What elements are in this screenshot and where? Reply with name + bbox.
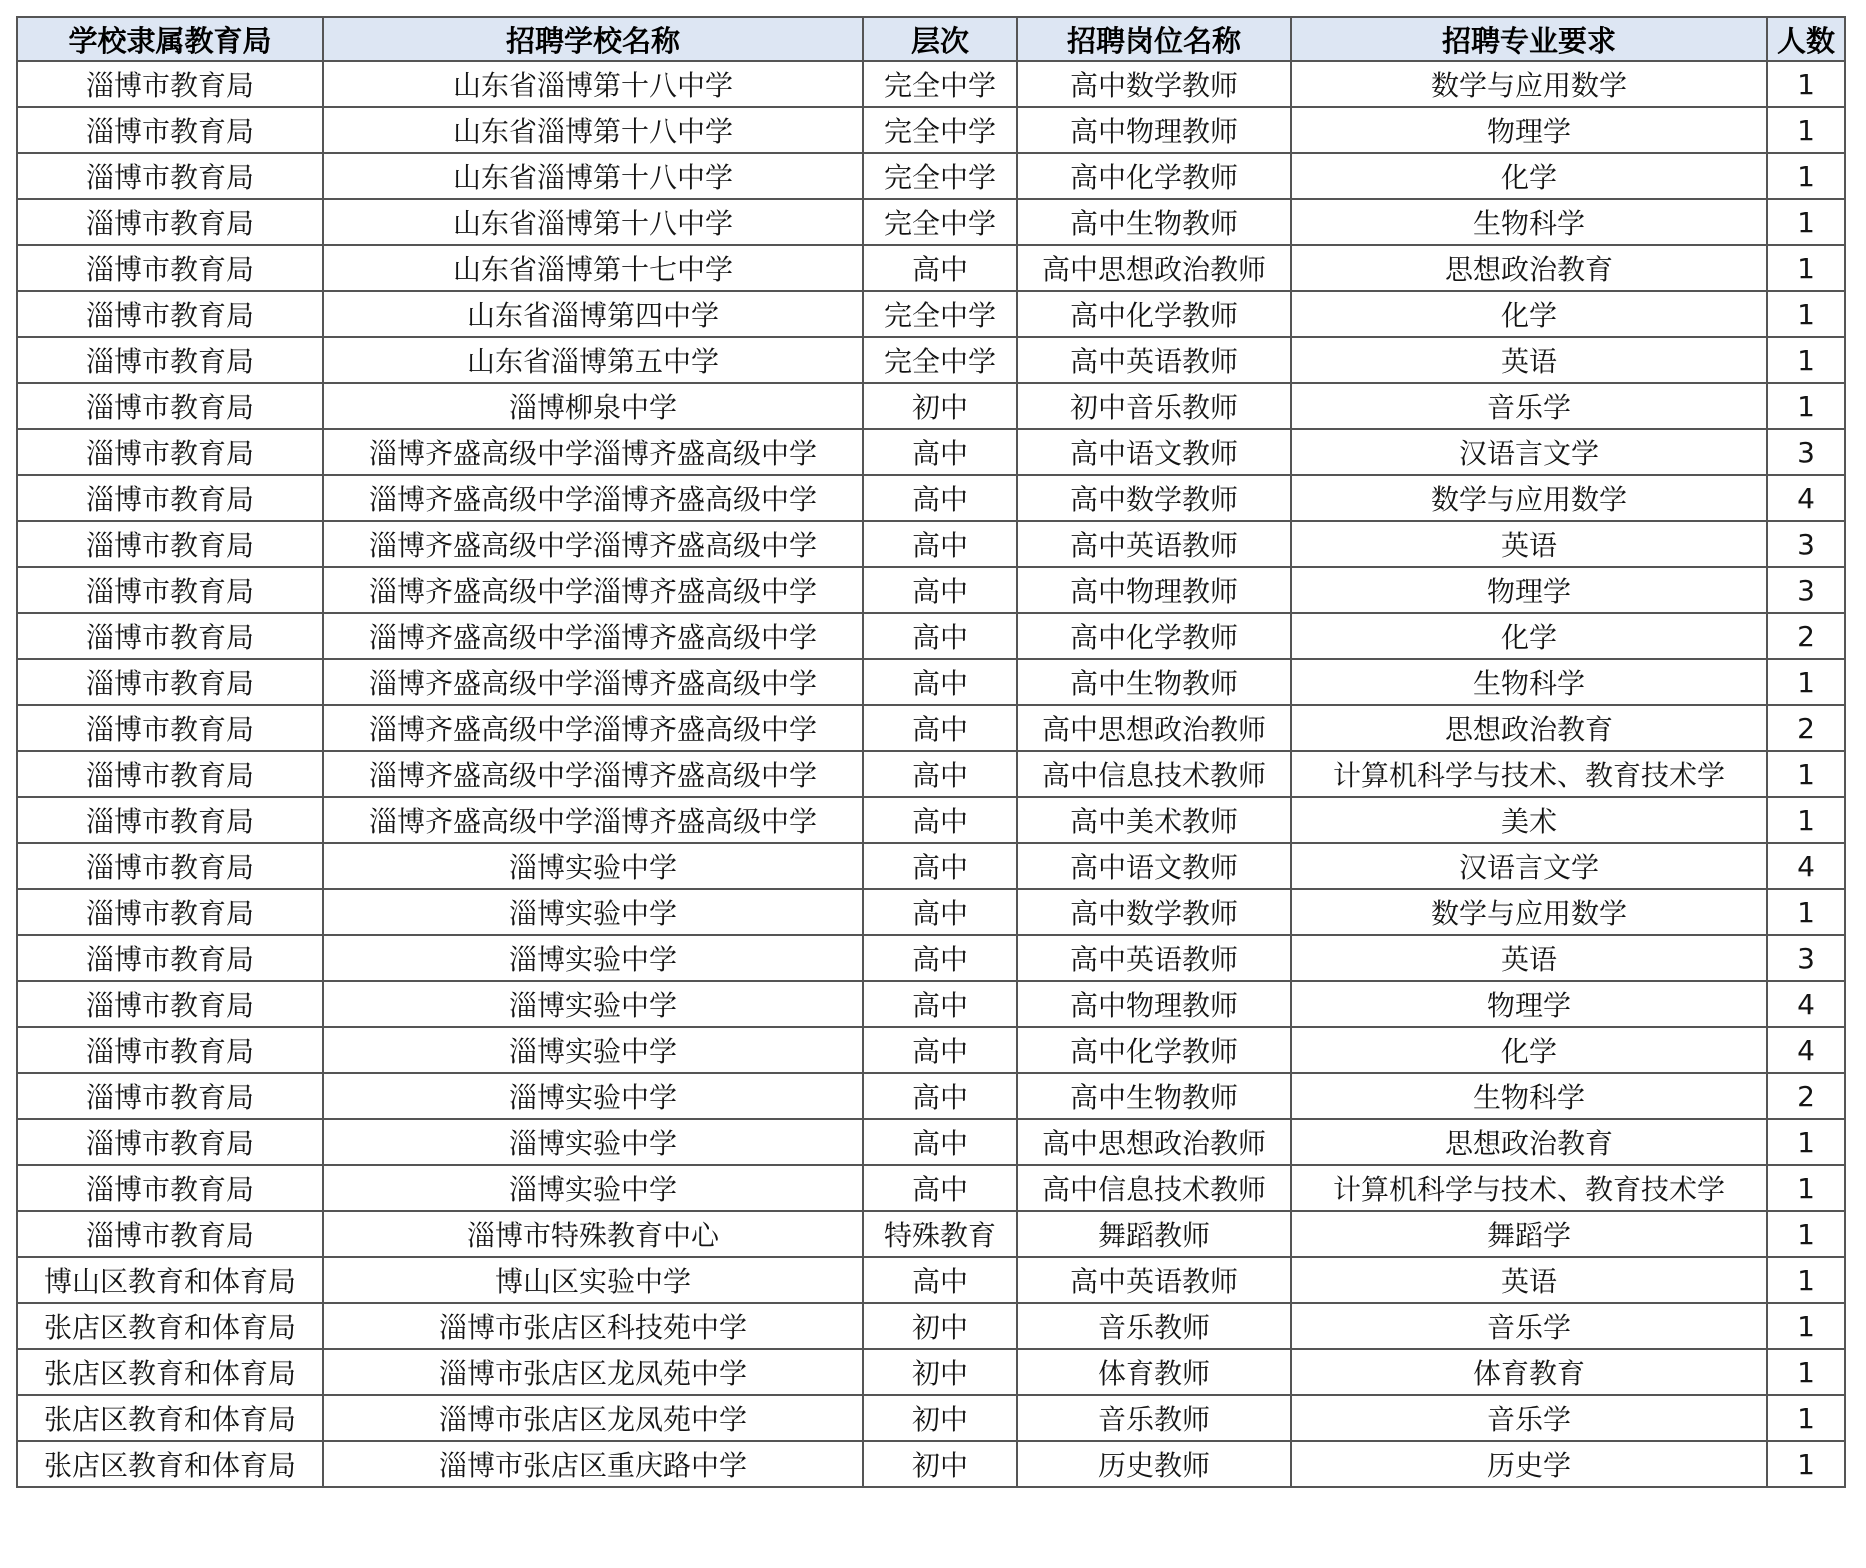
cell-level: 高中 — [863, 1165, 1017, 1211]
cell-count: 4 — [1767, 1027, 1845, 1073]
cell-major: 生物科学 — [1291, 659, 1767, 705]
cell-school: 淄博齐盛高级中学淄博齐盛高级中学 — [323, 429, 863, 475]
cell-school: 山东省淄博第四中学 — [323, 291, 863, 337]
table-row — [17, 199, 1845, 245]
cell-major: 生物科学 — [1291, 199, 1767, 245]
cell-level: 高中 — [863, 889, 1017, 935]
header-bureau: 学校隶属教育局 — [17, 17, 323, 61]
cell-post: 高中化学教师 — [1017, 613, 1291, 659]
cell-bureau: 张店区教育和体育局 — [17, 1395, 323, 1441]
table-row — [17, 843, 1845, 889]
table-row — [17, 245, 1845, 291]
cell-bureau: 淄博市教育局 — [17, 199, 323, 245]
cell-bureau: 淄博市教育局 — [17, 889, 323, 935]
cell-level: 高中 — [863, 797, 1017, 843]
table-row — [17, 291, 1845, 337]
cell-school: 淄博齐盛高级中学淄博齐盛高级中学 — [323, 475, 863, 521]
cell-major: 计算机科学与技术、教育技术学 — [1291, 751, 1767, 797]
cell-school: 淄博齐盛高级中学淄博齐盛高级中学 — [323, 613, 863, 659]
cell-major: 数学与应用数学 — [1291, 61, 1767, 107]
cell-level: 高中 — [863, 1119, 1017, 1165]
cell-bureau: 淄博市教育局 — [17, 567, 323, 613]
table-header — [17, 17, 1845, 61]
cell-count: 1 — [1767, 1119, 1845, 1165]
cell-bureau: 淄博市教育局 — [17, 1165, 323, 1211]
cell-major: 音乐学 — [1291, 383, 1767, 429]
cell-level: 初中 — [863, 383, 1017, 429]
cell-post: 高中语文教师 — [1017, 429, 1291, 475]
header-post: 招聘岗位名称 — [1017, 17, 1291, 61]
cell-school: 淄博实验中学 — [323, 1119, 863, 1165]
cell-count: 3 — [1767, 935, 1845, 981]
cell-school: 淄博齐盛高级中学淄博齐盛高级中学 — [323, 751, 863, 797]
cell-major: 汉语言文学 — [1291, 843, 1767, 889]
cell-count: 1 — [1767, 659, 1845, 705]
cell-major: 数学与应用数学 — [1291, 475, 1767, 521]
cell-school: 山东省淄博第十八中学 — [323, 153, 863, 199]
cell-level: 高中 — [863, 659, 1017, 705]
cell-bureau: 张店区教育和体育局 — [17, 1303, 323, 1349]
cell-count: 1 — [1767, 337, 1845, 383]
cell-bureau: 淄博市教育局 — [17, 153, 323, 199]
cell-major: 生物科学 — [1291, 1073, 1767, 1119]
cell-post: 高中信息技术教师 — [1017, 1165, 1291, 1211]
cell-count: 1 — [1767, 889, 1845, 935]
cell-bureau: 博山区教育和体育局 — [17, 1257, 323, 1303]
table-row — [17, 1395, 1845, 1441]
cell-major: 思想政治教育 — [1291, 245, 1767, 291]
cell-school: 淄博市张店区龙凤苑中学 — [323, 1395, 863, 1441]
table-row — [17, 613, 1845, 659]
cell-post: 高中思想政治教师 — [1017, 705, 1291, 751]
cell-bureau: 张店区教育和体育局 — [17, 1349, 323, 1395]
cell-major: 体育教育 — [1291, 1349, 1767, 1395]
cell-count: 1 — [1767, 1349, 1845, 1395]
cell-major: 思想政治教育 — [1291, 705, 1767, 751]
cell-bureau: 淄博市教育局 — [17, 1119, 323, 1165]
cell-post: 高中生物教师 — [1017, 1073, 1291, 1119]
cell-school: 淄博实验中学 — [323, 843, 863, 889]
cell-bureau: 淄博市教育局 — [17, 475, 323, 521]
cell-school: 淄博市张店区龙凤苑中学 — [323, 1349, 863, 1395]
cell-post: 高中数学教师 — [1017, 475, 1291, 521]
cell-bureau: 淄博市教育局 — [17, 61, 323, 107]
table-row — [17, 1027, 1845, 1073]
cell-school: 淄博齐盛高级中学淄博齐盛高级中学 — [323, 521, 863, 567]
cell-school: 淄博实验中学 — [323, 981, 863, 1027]
table-row — [17, 1441, 1845, 1487]
cell-bureau: 淄博市教育局 — [17, 705, 323, 751]
cell-bureau: 淄博市教育局 — [17, 981, 323, 1027]
cell-count: 2 — [1767, 705, 1845, 751]
cell-level: 高中 — [863, 245, 1017, 291]
cell-level: 高中 — [863, 981, 1017, 1027]
cell-school: 淄博市张店区重庆路中学 — [323, 1441, 863, 1487]
cell-level: 完全中学 — [863, 107, 1017, 153]
header-school: 招聘学校名称 — [323, 17, 863, 61]
cell-post: 舞蹈教师 — [1017, 1211, 1291, 1257]
cell-major: 化学 — [1291, 613, 1767, 659]
cell-post: 高中思想政治教师 — [1017, 1119, 1291, 1165]
cell-major: 物理学 — [1291, 981, 1767, 1027]
cell-school: 淄博齐盛高级中学淄博齐盛高级中学 — [323, 705, 863, 751]
cell-count: 1 — [1767, 1257, 1845, 1303]
cell-level: 完全中学 — [863, 199, 1017, 245]
table-row — [17, 383, 1845, 429]
cell-post: 音乐教师 — [1017, 1395, 1291, 1441]
cell-post: 高中英语教师 — [1017, 935, 1291, 981]
cell-school: 淄博实验中学 — [323, 1165, 863, 1211]
cell-major: 历史学 — [1291, 1441, 1767, 1487]
cell-post: 初中音乐教师 — [1017, 383, 1291, 429]
cell-major: 化学 — [1291, 1027, 1767, 1073]
cell-post: 高中数学教师 — [1017, 61, 1291, 107]
cell-level: 高中 — [863, 751, 1017, 797]
cell-level: 初中 — [863, 1349, 1017, 1395]
cell-post: 高中思想政治教师 — [1017, 245, 1291, 291]
cell-bureau: 淄博市教育局 — [17, 613, 323, 659]
header-row — [17, 17, 1845, 61]
cell-count: 1 — [1767, 1211, 1845, 1257]
table-row — [17, 107, 1845, 153]
cell-level: 初中 — [863, 1395, 1017, 1441]
table-row — [17, 153, 1845, 199]
cell-count: 4 — [1767, 843, 1845, 889]
table-row — [17, 935, 1845, 981]
cell-school: 淄博柳泉中学 — [323, 383, 863, 429]
cell-level: 高中 — [863, 843, 1017, 889]
cell-count: 1 — [1767, 291, 1845, 337]
cell-post: 高中英语教师 — [1017, 337, 1291, 383]
cell-bureau: 淄博市教育局 — [17, 659, 323, 705]
cell-level: 高中 — [863, 705, 1017, 751]
table-row — [17, 1073, 1845, 1119]
table-row — [17, 1211, 1845, 1257]
cell-post: 高中物理教师 — [1017, 981, 1291, 1027]
cell-count: 1 — [1767, 797, 1845, 843]
cell-major: 化学 — [1291, 291, 1767, 337]
cell-major: 英语 — [1291, 521, 1767, 567]
cell-school: 淄博市张店区科技苑中学 — [323, 1303, 863, 1349]
cell-school: 淄博齐盛高级中学淄博齐盛高级中学 — [323, 659, 863, 705]
cell-level: 高中 — [863, 1073, 1017, 1119]
cell-count: 1 — [1767, 245, 1845, 291]
cell-bureau: 淄博市教育局 — [17, 751, 323, 797]
cell-level: 特殊教育 — [863, 1211, 1017, 1257]
cell-major: 汉语言文学 — [1291, 429, 1767, 475]
cell-school: 淄博市特殊教育中心 — [323, 1211, 863, 1257]
cell-bureau: 淄博市教育局 — [17, 383, 323, 429]
cell-bureau: 淄博市教育局 — [17, 797, 323, 843]
cell-bureau: 淄博市教育局 — [17, 521, 323, 567]
cell-bureau: 淄博市教育局 — [17, 935, 323, 981]
cell-count: 4 — [1767, 475, 1845, 521]
cell-bureau: 淄博市教育局 — [17, 1211, 323, 1257]
cell-major: 音乐学 — [1291, 1395, 1767, 1441]
cell-bureau: 淄博市教育局 — [17, 337, 323, 383]
cell-post: 高中语文教师 — [1017, 843, 1291, 889]
cell-count: 2 — [1767, 1073, 1845, 1119]
cell-major: 思想政治教育 — [1291, 1119, 1767, 1165]
cell-post: 高中化学教师 — [1017, 153, 1291, 199]
cell-level: 高中 — [863, 1257, 1017, 1303]
table-row — [17, 521, 1845, 567]
cell-school: 山东省淄博第十七中学 — [323, 245, 863, 291]
cell-count: 1 — [1767, 751, 1845, 797]
cell-count: 1 — [1767, 61, 1845, 107]
cell-post: 体育教师 — [1017, 1349, 1291, 1395]
cell-count: 1 — [1767, 199, 1845, 245]
cell-level: 高中 — [863, 475, 1017, 521]
table-row — [17, 1165, 1845, 1211]
cell-level: 高中 — [863, 1027, 1017, 1073]
cell-school: 山东省淄博第十八中学 — [323, 107, 863, 153]
cell-level: 完全中学 — [863, 61, 1017, 107]
cell-count: 3 — [1767, 567, 1845, 613]
recruitment-sheet — [16, 16, 1846, 1488]
cell-post: 高中化学教师 — [1017, 1027, 1291, 1073]
cell-school: 山东省淄博第十八中学 — [323, 61, 863, 107]
cell-count: 3 — [1767, 429, 1845, 475]
cell-level: 高中 — [863, 429, 1017, 475]
cell-post: 高中生物教师 — [1017, 659, 1291, 705]
cell-major: 物理学 — [1291, 107, 1767, 153]
table-row — [17, 1257, 1845, 1303]
table-row — [17, 705, 1845, 751]
cell-count: 2 — [1767, 613, 1845, 659]
table-row — [17, 567, 1845, 613]
cell-count: 1 — [1767, 153, 1845, 199]
cell-post: 高中生物教师 — [1017, 199, 1291, 245]
cell-school: 淄博实验中学 — [323, 889, 863, 935]
cell-count: 1 — [1767, 1165, 1845, 1211]
cell-post: 高中美术教师 — [1017, 797, 1291, 843]
cell-level: 完全中学 — [863, 337, 1017, 383]
cell-major: 英语 — [1291, 337, 1767, 383]
cell-bureau: 淄博市教育局 — [17, 429, 323, 475]
cell-bureau: 淄博市教育局 — [17, 1073, 323, 1119]
table-row — [17, 1349, 1845, 1395]
table-row — [17, 659, 1845, 705]
cell-post: 高中化学教师 — [1017, 291, 1291, 337]
cell-bureau: 淄博市教育局 — [17, 1027, 323, 1073]
cell-post: 高中英语教师 — [1017, 1257, 1291, 1303]
cell-count: 1 — [1767, 1441, 1845, 1487]
cell-level: 完全中学 — [863, 153, 1017, 199]
cell-post: 高中信息技术教师 — [1017, 751, 1291, 797]
cell-major: 英语 — [1291, 935, 1767, 981]
cell-major: 音乐学 — [1291, 1303, 1767, 1349]
table-row — [17, 429, 1845, 475]
cell-post: 历史教师 — [1017, 1441, 1291, 1487]
cell-bureau: 淄博市教育局 — [17, 245, 323, 291]
cell-major: 物理学 — [1291, 567, 1767, 613]
table-row — [17, 475, 1845, 521]
cell-major: 计算机科学与技术、教育技术学 — [1291, 1165, 1767, 1211]
cell-bureau: 淄博市教育局 — [17, 107, 323, 153]
table-row — [17, 751, 1845, 797]
cell-post: 高中英语教师 — [1017, 521, 1291, 567]
table-row — [17, 337, 1845, 383]
header-level: 层次 — [863, 17, 1017, 61]
cell-school: 山东省淄博第十八中学 — [323, 199, 863, 245]
header-count: 人数 — [1767, 17, 1845, 61]
table-row — [17, 61, 1845, 107]
cell-level: 完全中学 — [863, 291, 1017, 337]
cell-post: 高中物理教师 — [1017, 107, 1291, 153]
cell-count: 1 — [1767, 1303, 1845, 1349]
cell-major: 舞蹈学 — [1291, 1211, 1767, 1257]
table-row — [17, 1303, 1845, 1349]
cell-bureau: 淄博市教育局 — [17, 291, 323, 337]
cell-post: 音乐教师 — [1017, 1303, 1291, 1349]
table-row — [17, 797, 1845, 843]
cell-count: 1 — [1767, 107, 1845, 153]
cell-post: 高中物理教师 — [1017, 567, 1291, 613]
cell-school: 山东省淄博第五中学 — [323, 337, 863, 383]
cell-bureau: 淄博市教育局 — [17, 843, 323, 889]
cell-school: 淄博实验中学 — [323, 1073, 863, 1119]
cell-school: 淄博实验中学 — [323, 1027, 863, 1073]
cell-level: 初中 — [863, 1303, 1017, 1349]
cell-count: 1 — [1767, 1395, 1845, 1441]
cell-school: 淄博齐盛高级中学淄博齐盛高级中学 — [323, 567, 863, 613]
cell-major: 英语 — [1291, 1257, 1767, 1303]
cell-major: 美术 — [1291, 797, 1767, 843]
cell-level: 高中 — [863, 935, 1017, 981]
cell-major: 化学 — [1291, 153, 1767, 199]
cell-count: 4 — [1767, 981, 1845, 1027]
cell-bureau: 张店区教育和体育局 — [17, 1441, 323, 1487]
cell-count: 1 — [1767, 383, 1845, 429]
cell-school: 淄博实验中学 — [323, 935, 863, 981]
cell-level: 高中 — [863, 613, 1017, 659]
cell-post: 高中数学教师 — [1017, 889, 1291, 935]
cell-level: 高中 — [863, 567, 1017, 613]
cell-school: 博山区实验中学 — [323, 1257, 863, 1303]
table-row — [17, 889, 1845, 935]
table-row — [17, 1119, 1845, 1165]
cell-count: 3 — [1767, 521, 1845, 567]
cell-school: 淄博齐盛高级中学淄博齐盛高级中学 — [323, 797, 863, 843]
recruitment-table — [16, 16, 1846, 1488]
cell-level: 初中 — [863, 1441, 1017, 1487]
table-body — [17, 61, 1845, 1487]
header-major: 招聘专业要求 — [1291, 17, 1767, 61]
table-row — [17, 981, 1845, 1027]
cell-major: 数学与应用数学 — [1291, 889, 1767, 935]
cell-level: 高中 — [863, 521, 1017, 567]
